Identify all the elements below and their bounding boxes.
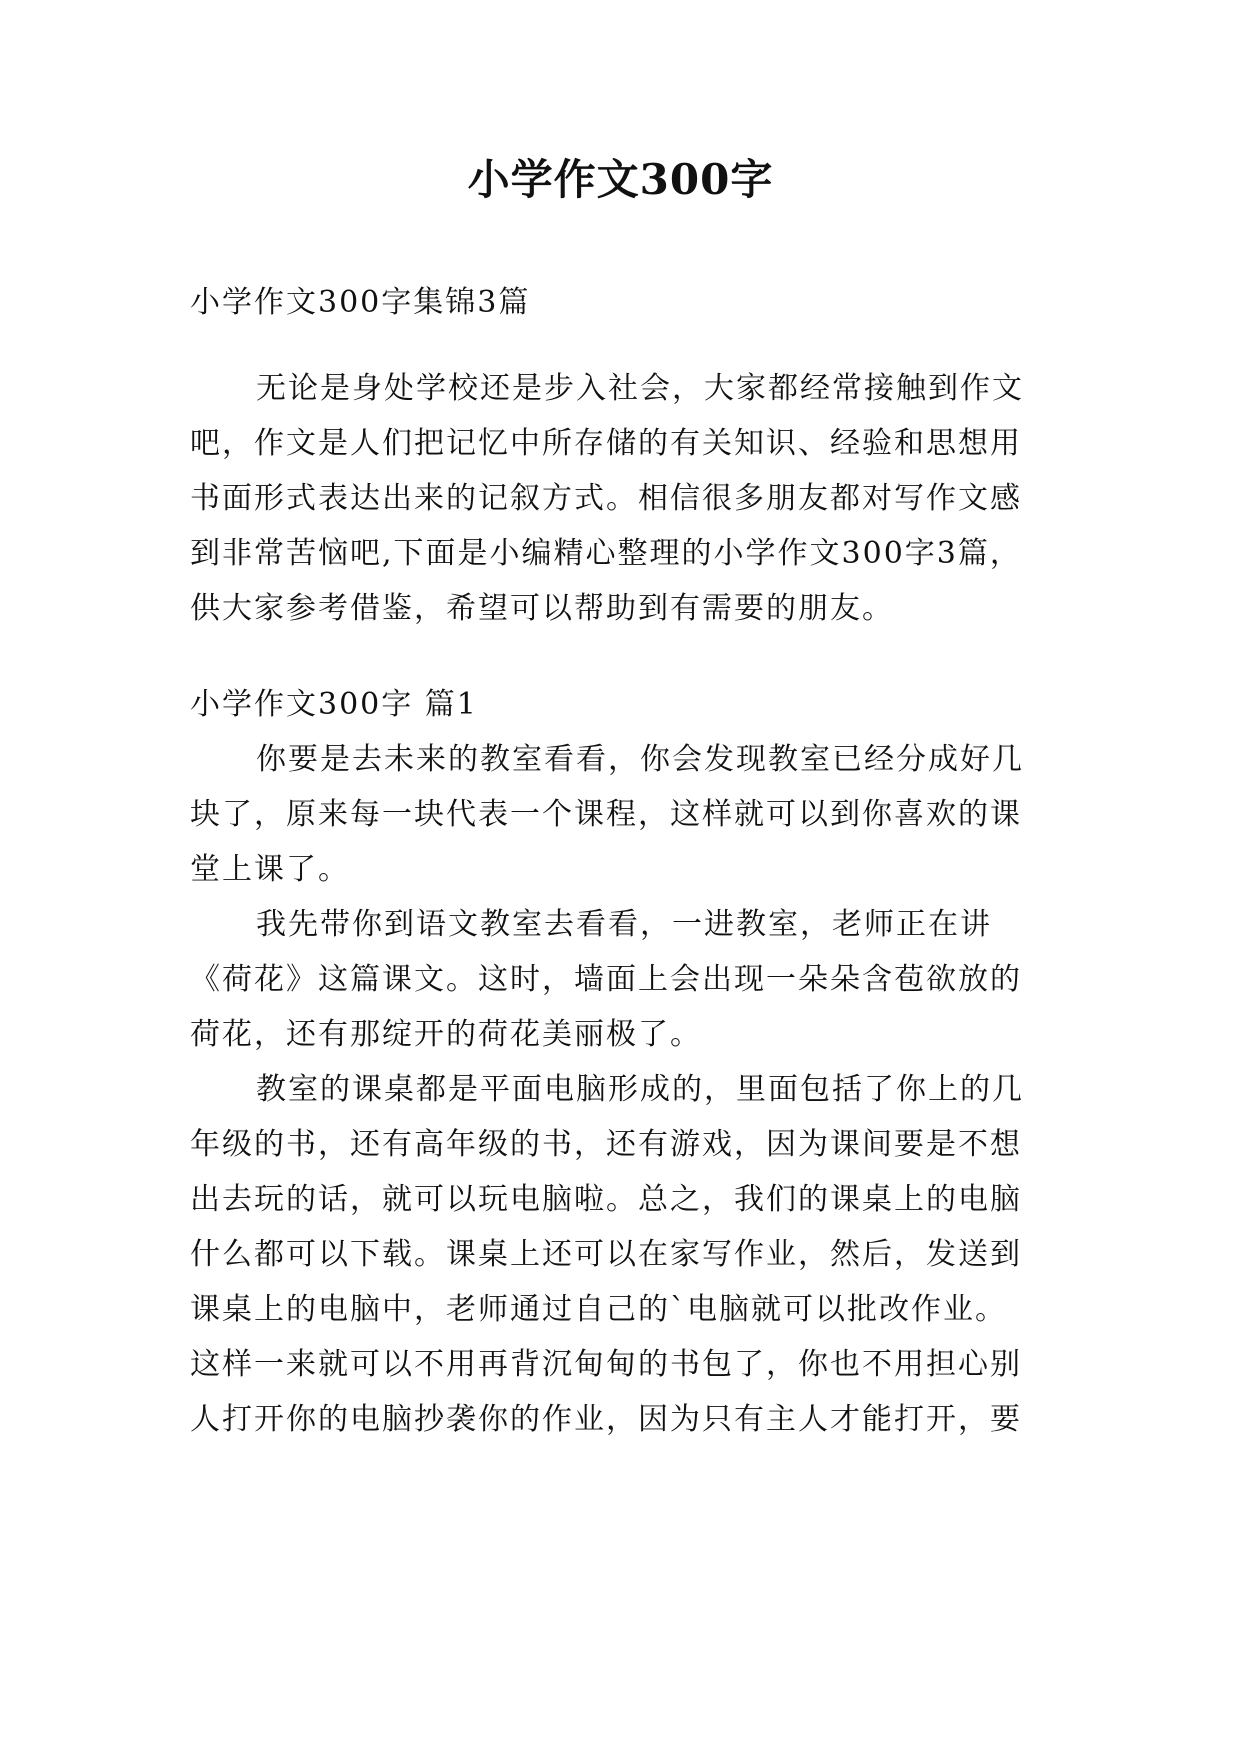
paragraph-line: 吧，作文是人们把记忆中所存储的有关知识、经验和思想用 xyxy=(190,426,1022,461)
paragraph-line: 堂上课了。 xyxy=(190,852,350,887)
paragraph-line: 课桌上的电脑中，老师通过自己的`电脑就可以批改作业。 xyxy=(190,1292,1007,1327)
paragraph-line: 到非常苦恼吧,下面是小编精心整理的小学作文300字3篇， xyxy=(190,536,1022,571)
subtitle: 小学作文300字集锦3篇 xyxy=(190,285,531,320)
paragraph-line: 教室的课桌都是平面电脑形成的，里面包括了你上的几 xyxy=(256,1072,1024,1107)
paragraph-line: 年级的书，还有高年级的书，还有游戏，因为课间要是不想 xyxy=(190,1127,1022,1162)
paragraph-line: 《荷花》这篇课文。这时，墙面上会出现一朵朵含苞欲放的 xyxy=(190,962,1022,997)
section-heading: 小学作文300字 篇1 xyxy=(190,687,478,722)
paragraph-line: 供大家参考借鉴，希望可以帮助到有需要的朋友。 xyxy=(190,591,894,626)
paragraph-line: 出去玩的话，就可以玩电脑啦。总之，我们的课桌上的电脑 xyxy=(190,1182,1022,1217)
paragraph-line: 人打开你的电脑抄袭你的作业，因为只有主人才能打开，要 xyxy=(190,1402,1022,1437)
paragraph-line: 块了，原来每一块代表一个课程，这样就可以到你喜欢的课 xyxy=(190,797,1022,832)
paragraph-line: 书面形式表达出来的记叙方式。相信很多朋友都对写作文感 xyxy=(190,481,1022,516)
document-title: 小学作文300字 xyxy=(467,155,774,204)
paragraph-line: 无论是身处学校还是步入社会，大家都经常接触到作文 xyxy=(256,371,1024,406)
paragraph-line: 我先带你到语文教室去看看，一进教室，老师正在讲 xyxy=(256,907,992,942)
paragraph-line: 什么都可以下载。课桌上还可以在家写作业，然后，发送到 xyxy=(190,1237,1022,1272)
paragraph-line: 你要是去未来的教室看看，你会发现教室已经分成好几 xyxy=(256,742,1024,777)
paragraph-line: 这样一来就可以不用再背沉甸甸的书包了，你也不用担心别 xyxy=(190,1347,1022,1382)
paragraph-line: 荷花，还有那绽开的荷花美丽极了。 xyxy=(190,1017,702,1052)
